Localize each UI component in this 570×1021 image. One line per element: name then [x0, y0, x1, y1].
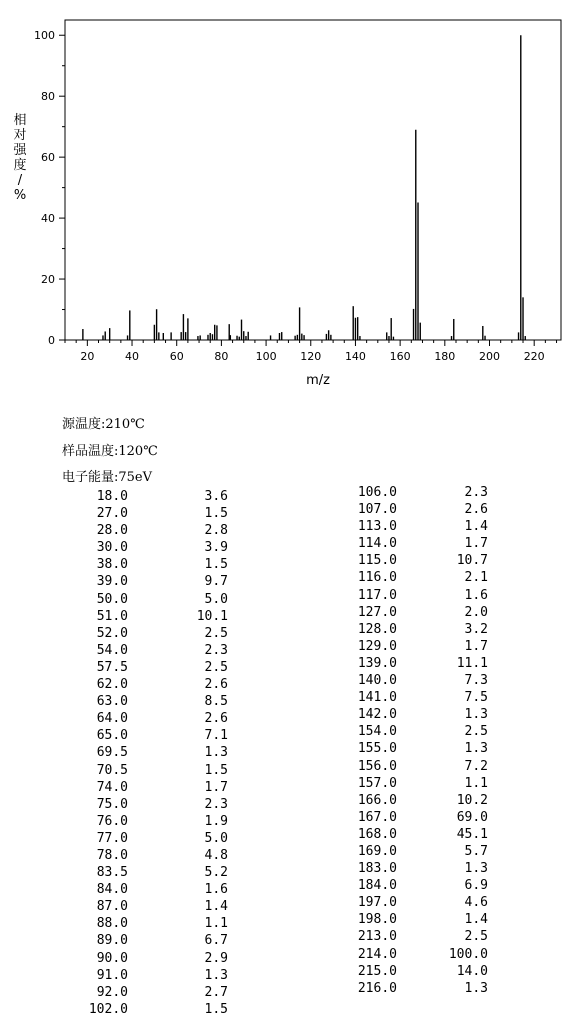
table-row [353, 706, 488, 723]
table-row [353, 604, 488, 621]
mz-value: 28.0 [96, 523, 128, 539]
intensity-value: 4.8 [204, 847, 228, 863]
mz-value: 83.5 [96, 865, 128, 881]
mz-value: 183.0 [357, 861, 397, 877]
mz-value: 54.0 [96, 642, 128, 658]
intensity-value: 1.3 [464, 741, 488, 757]
intensity-value: 7.1 [204, 728, 228, 744]
x-tick-label: 100 [255, 350, 277, 363]
mz-value: 154.0 [357, 724, 397, 740]
table-row [353, 672, 488, 689]
intensity-value: 10.1 [196, 608, 228, 624]
table-row [353, 894, 488, 911]
mz-value: 18.0 [96, 489, 128, 504]
table-row [88, 744, 228, 761]
intensity-value: 2.5 [204, 625, 228, 641]
mz-value: 128.0 [357, 621, 397, 637]
table-row [353, 980, 488, 997]
intensity-value: 1.5 [204, 762, 228, 778]
intensity-value: 1.5 [204, 1001, 228, 1017]
table-row [88, 505, 228, 522]
intensity-value: 2.5 [204, 659, 228, 675]
table-row [88, 522, 228, 539]
table-row [88, 676, 228, 693]
table-row [353, 758, 488, 775]
table-row [353, 809, 488, 826]
intensity-value: 45.1 [456, 826, 488, 842]
table-row [88, 539, 228, 556]
table-row [88, 830, 228, 847]
intensity-value: 10.2 [456, 792, 488, 808]
mz-value: 84.0 [96, 882, 128, 898]
x-tick-label: 80 [214, 350, 229, 363]
table-row [88, 693, 228, 710]
table-row [88, 573, 228, 590]
electron-energy: 电子能量:75eV [62, 470, 153, 485]
table-row [353, 843, 488, 860]
table-row [88, 796, 228, 813]
sample-temperature: 样品温度:120℃ [62, 444, 158, 459]
intensity-value: 1.9 [204, 813, 228, 829]
table-row [88, 898, 228, 915]
table-row [88, 710, 228, 727]
mz-value: 155.0 [357, 741, 397, 757]
table-row [88, 847, 228, 864]
intensity-value: 2.0 [464, 604, 488, 620]
intensity-value: 1.3 [204, 745, 228, 761]
mz-value: 89.0 [96, 933, 128, 949]
mz-value: 77.0 [96, 830, 128, 846]
x-tick-label: 140 [344, 350, 366, 363]
table-row [88, 779, 228, 796]
y-axis-label: 相对强度/ % [13, 113, 27, 203]
mz-value: 27.0 [96, 506, 128, 522]
table-row [88, 932, 228, 949]
mz-value: 115.0 [357, 553, 397, 569]
intensity-value: 2.5 [464, 929, 488, 945]
table-row [88, 608, 228, 625]
mz-value: 62.0 [96, 677, 128, 693]
mz-value: 157.0 [357, 775, 397, 791]
table-row [353, 946, 488, 963]
x-tick-label: 180 [434, 350, 456, 363]
table-row [353, 877, 488, 894]
mz-value: 106.0 [357, 485, 397, 500]
intensity-value: 7.3 [464, 673, 488, 689]
intensity-value: 2.6 [204, 711, 228, 727]
intensity-value: 2.1 [464, 570, 488, 586]
intensity-value: 1.4 [464, 519, 488, 535]
mz-value: 139.0 [357, 655, 397, 671]
intensity-value: 2.9 [204, 950, 228, 966]
mz-value: 117.0 [357, 587, 397, 603]
table-row [353, 569, 488, 586]
intensity-value: 8.5 [204, 694, 228, 710]
source-temperature: 源温度:210℃ [62, 417, 145, 432]
spectrum-peaks [83, 35, 525, 340]
mz-value: 51.0 [96, 608, 128, 624]
table-row [88, 727, 228, 744]
table-row [353, 740, 488, 757]
mz-value: 107.0 [357, 502, 397, 518]
table-row [353, 860, 488, 877]
mz-value: 166.0 [357, 792, 397, 808]
intensity-value: 1.7 [204, 779, 228, 795]
table-row [353, 535, 488, 552]
intensity-value: 3.9 [204, 540, 228, 556]
mz-value: 214.0 [357, 946, 397, 962]
intensity-value: 1.4 [464, 912, 488, 928]
table-row [353, 689, 488, 706]
y-tick-label: 60 [41, 151, 55, 165]
intensity-value: 2.6 [204, 677, 228, 693]
intensity-value: 2.7 [204, 984, 228, 1000]
intensity-value: 1.7 [464, 638, 488, 654]
intensity-value: 11.1 [456, 655, 488, 671]
intensity-value: 2.3 [204, 796, 228, 812]
intensity-value: 1.1 [204, 916, 228, 932]
mz-value: 64.0 [96, 711, 128, 727]
mz-value: 74.0 [96, 779, 128, 795]
intensity-value: 1.5 [204, 557, 228, 573]
intensity-value: 1.1 [464, 775, 488, 791]
intensity-value: 2.3 [204, 642, 228, 658]
mz-value: 215.0 [357, 963, 397, 979]
intensity-value: 6.9 [464, 878, 488, 894]
mz-value: 91.0 [96, 967, 128, 983]
intensity-value: 1.3 [464, 707, 488, 723]
table-row [353, 775, 488, 792]
mz-value: 169.0 [357, 843, 397, 859]
mz-value: 38.0 [96, 557, 128, 573]
intensity-value: 6.7 [204, 933, 228, 949]
table-row [88, 642, 228, 659]
mz-value: 75.0 [96, 796, 128, 812]
mz-value: 216.0 [357, 980, 397, 996]
table-row [88, 881, 228, 898]
mz-value: 167.0 [357, 809, 397, 825]
intensity-value: 14.0 [456, 963, 488, 979]
table-row [353, 792, 488, 809]
mz-value: 141.0 [357, 690, 397, 706]
intensity-value: 5.0 [204, 830, 228, 846]
table-row [353, 552, 488, 569]
x-tick-label: 120 [300, 350, 322, 363]
table-row [353, 655, 488, 672]
mz-value: 168.0 [357, 826, 397, 842]
intensity-value: 5.2 [204, 865, 228, 881]
intensity-value: 2.8 [204, 523, 228, 539]
mz-value: 140.0 [357, 673, 397, 689]
intensity-value: 100.0 [448, 946, 488, 962]
intensity-value: 5.7 [464, 843, 488, 859]
intensity-value: 10.7 [456, 553, 488, 569]
mz-value: 76.0 [96, 813, 128, 829]
mz-value: 50.0 [96, 591, 128, 607]
mz-value: 142.0 [357, 707, 397, 723]
intensity-value: 3.2 [464, 621, 488, 637]
table-row [88, 659, 228, 676]
intensity-value: 1.6 [464, 587, 488, 603]
intensity-value: 69.0 [456, 809, 488, 825]
table-row [353, 826, 488, 843]
intensity-value: 2.3 [464, 485, 488, 500]
table-row [88, 762, 228, 779]
intensity-value: 5.0 [204, 591, 228, 607]
table-row [88, 556, 228, 573]
mz-value: 87.0 [96, 899, 128, 915]
table-row [88, 967, 228, 984]
table-row [353, 484, 488, 501]
mz-value: 116.0 [357, 570, 397, 586]
y-tick-label: 0 [48, 334, 55, 347]
mz-value: 65.0 [96, 728, 128, 744]
mz-value: 198.0 [357, 912, 397, 928]
mz-value: 127.0 [357, 604, 397, 620]
intensity-value: 4.6 [464, 895, 488, 911]
mz-value: 88.0 [96, 916, 128, 932]
x-tick-label: 200 [479, 350, 501, 363]
peak-table-left [88, 488, 228, 1018]
intensity-value: 7.2 [464, 758, 488, 774]
table-row [88, 625, 228, 642]
table-row [353, 928, 488, 945]
table-row [353, 587, 488, 604]
intensity-value: 1.3 [204, 967, 228, 983]
table-row [88, 915, 228, 932]
table-row [353, 963, 488, 980]
mz-value: 63.0 [96, 694, 128, 710]
mz-value: 197.0 [357, 895, 397, 911]
table-row [88, 1001, 228, 1018]
x-tick-label: 40 [125, 350, 140, 363]
x-axis [65, 340, 557, 363]
intensity-value: 2.5 [464, 724, 488, 740]
mz-value: 52.0 [96, 625, 128, 641]
table-row [88, 591, 228, 608]
y-axis [34, 29, 65, 347]
x-axis-label: m/z [306, 373, 330, 388]
intensity-value: 1.3 [464, 861, 488, 877]
mz-value: 90.0 [96, 950, 128, 966]
mz-value: 92.0 [96, 984, 128, 1000]
intensity-value: 2.6 [464, 502, 488, 518]
mz-value: 213.0 [357, 929, 397, 945]
table-row [88, 864, 228, 881]
mz-value: 113.0 [357, 519, 397, 535]
x-tick-label: 20 [80, 350, 95, 363]
y-tick-label: 20 [41, 273, 55, 287]
mz-value: 39.0 [96, 574, 128, 590]
y-tick-label: 80 [41, 90, 55, 104]
plot-frame [65, 20, 561, 340]
table-row [353, 621, 488, 638]
table-row [353, 518, 488, 535]
intensity-value: 1.6 [204, 882, 228, 898]
intensity-value: 1.4 [204, 899, 228, 915]
table-row [88, 950, 228, 967]
mass-spectrum-chart [0, 0, 570, 395]
x-tick-label: 60 [169, 350, 184, 363]
mz-value: 156.0 [357, 758, 397, 774]
mz-value: 184.0 [357, 878, 397, 894]
table-row [353, 501, 488, 518]
intensity-value: 9.7 [204, 574, 228, 590]
table-row [88, 813, 228, 830]
mz-value: 114.0 [357, 536, 397, 552]
peak-table-right [353, 484, 488, 997]
mz-value: 102.0 [88, 1001, 128, 1017]
intensity-value: 1.7 [464, 536, 488, 552]
mz-value: 70.5 [96, 762, 128, 778]
intensity-value: 7.5 [464, 690, 488, 706]
x-tick-label: 220 [523, 350, 545, 363]
table-row [88, 488, 228, 505]
y-tick-label: 100 [34, 29, 55, 43]
y-tick-label: 40 [41, 212, 55, 226]
mz-value: 129.0 [357, 638, 397, 654]
mz-value: 57.5 [96, 659, 128, 675]
mz-value: 78.0 [96, 847, 128, 863]
intensity-value: 1.5 [204, 506, 228, 522]
table-row [353, 911, 488, 928]
intensity-value: 1.3 [464, 980, 488, 996]
mz-value: 69.5 [96, 745, 128, 761]
x-tick-label: 160 [389, 350, 411, 363]
table-row [353, 723, 488, 740]
mz-value: 30.0 [96, 540, 128, 556]
table-row [88, 984, 228, 1001]
table-row [353, 638, 488, 655]
intensity-value: 3.6 [204, 489, 228, 504]
